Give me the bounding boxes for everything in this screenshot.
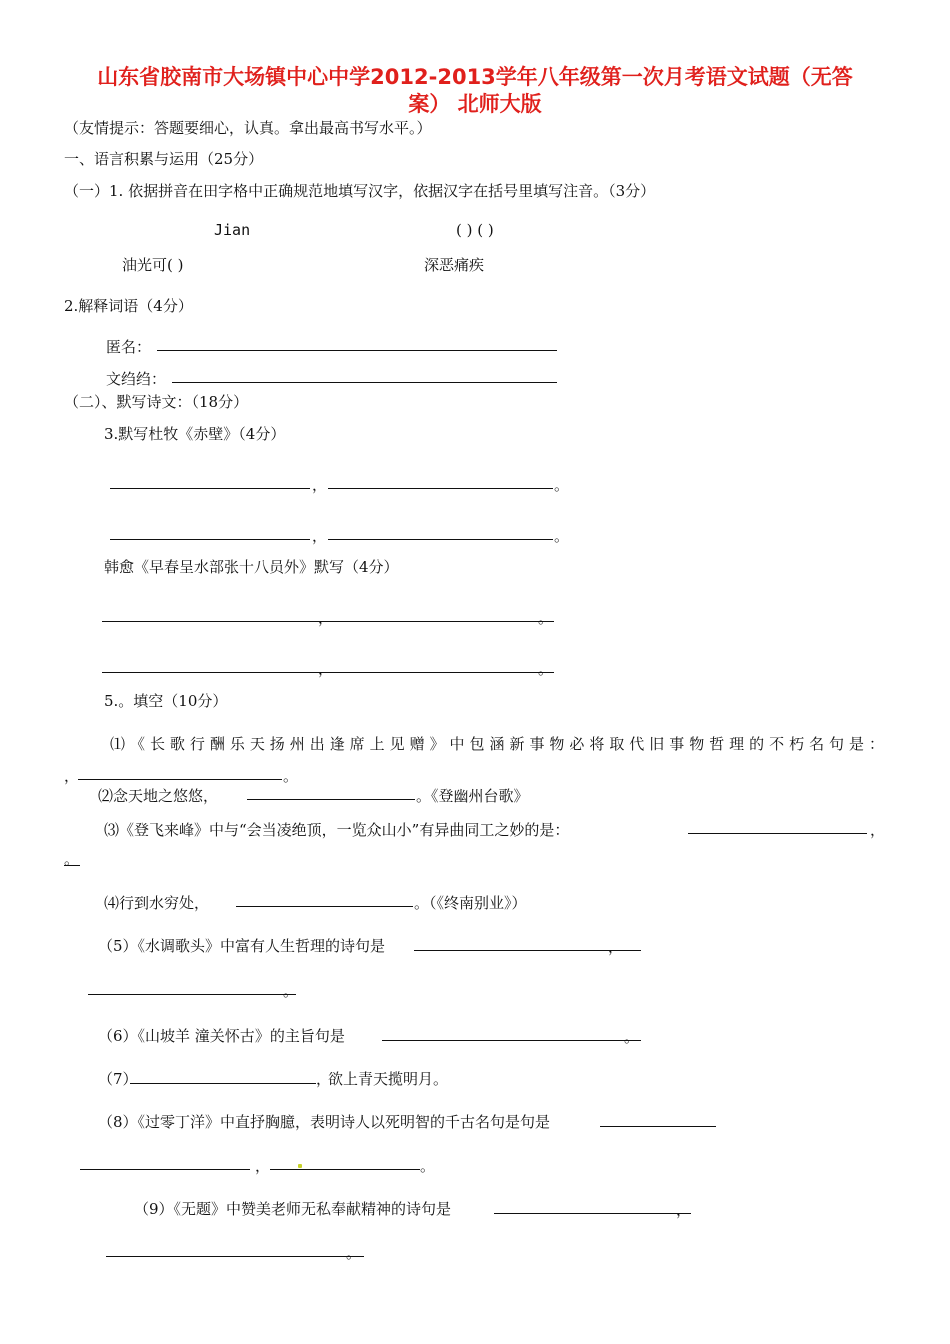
section-2-heading: （二）、默写诗文：（18分） [64,393,249,411]
question-5-heading: 5.。填空（10分） [104,692,228,710]
fill-item-5-blank-b[interactable] [88,994,296,995]
fill-item-6-blank[interactable] [382,1040,641,1041]
title-line-1: 山东省胶南市大场镇中心中学2012-2013学年八年级第一次月考语文试题（无答 [97,65,853,89]
fill-item-9-blank-a[interactable] [494,1213,691,1214]
fill-item-8-blank-b[interactable] [80,1169,250,1170]
period: 。 [554,527,570,545]
fill-item-2-text: ⑵念天地之悠悠， [98,787,219,805]
fill-item-6-text: （6）《山坡羊 潼关怀古》的主旨句是 [98,1027,345,1045]
comma: ， [608,938,624,956]
period: 。 [554,476,570,494]
document-title [60,64,890,118]
part-1-heading: （一）1. 依据拼音在田字格中正确规范地填写汉字，依据汉字在括号里填写注音。（3分） [64,182,656,200]
fill-item-9-text: （9）《无题》中赞美老师无私奉献精神的诗句是 [134,1200,452,1218]
fill-item-9-blank-b[interactable] [106,1256,364,1257]
fill-item-3-blank-a[interactable] [688,833,867,834]
chibi-line-1a[interactable] [110,488,310,489]
period: 。 [538,660,554,678]
fill-item-3-blank-b[interactable] [64,865,80,866]
question-2-heading: 2.解释词语（4分） [64,297,193,315]
comma: ， [676,1201,692,1219]
fill-item-4-blank[interactable] [236,906,413,907]
stray-mark [298,1164,302,1168]
fill-item-2-source: 。《登幽州台歌》 [416,787,529,805]
fill-item-4-text: ⑷行到水穷处， [104,894,210,912]
period: 。 [624,1028,640,1046]
period: 。 [420,1157,436,1175]
period: 。 [538,609,554,627]
pinyin-hint: Jian [214,221,251,239]
friendly-tip: （友情提示：答题要细心，认真。拿出最高书写水平。） [64,119,432,137]
comma: ， [318,660,334,678]
fill-item-1-text: ⑴《长歌行酬乐天扬州出逢席上见赠》中包涵新事物必将取代旧事物哲理的不朽名句是： [110,735,885,753]
pinyin-parentheses: ( ) ( ) [456,221,494,239]
comma: ， [312,476,328,494]
question-4-heading: 韩愈《早春呈水部张十八员外》默写（4分） [104,558,399,576]
period: 。 [346,1244,362,1262]
fill-item-3-text: ⑶《登飞来峰》中与“会当凌绝顶，一览众山小”有异曲同工之妙的是： [104,821,570,839]
period: 。 [64,850,80,868]
fill-item-7-label: （7） [98,1070,138,1088]
fill-item-4-source: 。（《终南别业》） [414,894,527,912]
comma: ， [312,527,328,545]
period: 。 [283,982,299,1000]
fill-item-8-text: （8）《过零丁洋》中直抒胸臆，表明诗人以死明智的千古名句是句是 [98,1113,551,1131]
period: 。 [283,767,299,785]
term-1-answer-line[interactable] [157,350,557,351]
chibi-line-2b[interactable] [328,539,553,540]
word-item-2: 深恶痛疾 [424,256,485,274]
fill-item-7-text: 欲上青天揽明月。 [328,1070,449,1088]
section-1-heading: 一、语言积累与运用（25分） [64,150,264,168]
fill-item-7-blank[interactable] [130,1083,316,1084]
fill-item-8-blank-a[interactable] [600,1126,716,1127]
fill-item-5-blank-a[interactable] [414,950,641,951]
term-1-label: 匿名： [106,338,152,356]
comma: ， [316,1070,332,1088]
comma: ， [64,767,80,785]
comma: ， [255,1157,271,1175]
fill-item-2-blank[interactable] [247,799,415,800]
comma: ， [318,609,334,627]
term-2-answer-line[interactable] [172,382,557,383]
comma: ， [870,821,886,839]
chibi-line-2a[interactable] [110,539,310,540]
word-item-1: 油光可( ) [122,256,184,274]
title-line-2: 案） 北师大版 [408,92,542,116]
term-2-label: 文绉绉： [106,370,167,388]
fill-item-1-blank[interactable] [78,779,282,780]
chibi-line-1b[interactable] [328,488,553,489]
fill-item-5-text: （5）《水调歌头》中富有人生哲理的诗句是 [98,937,386,955]
question-3-heading: 3.默写杜牧《赤壁》（4分） [104,425,286,443]
fill-item-8-blank-c[interactable] [270,1169,420,1170]
